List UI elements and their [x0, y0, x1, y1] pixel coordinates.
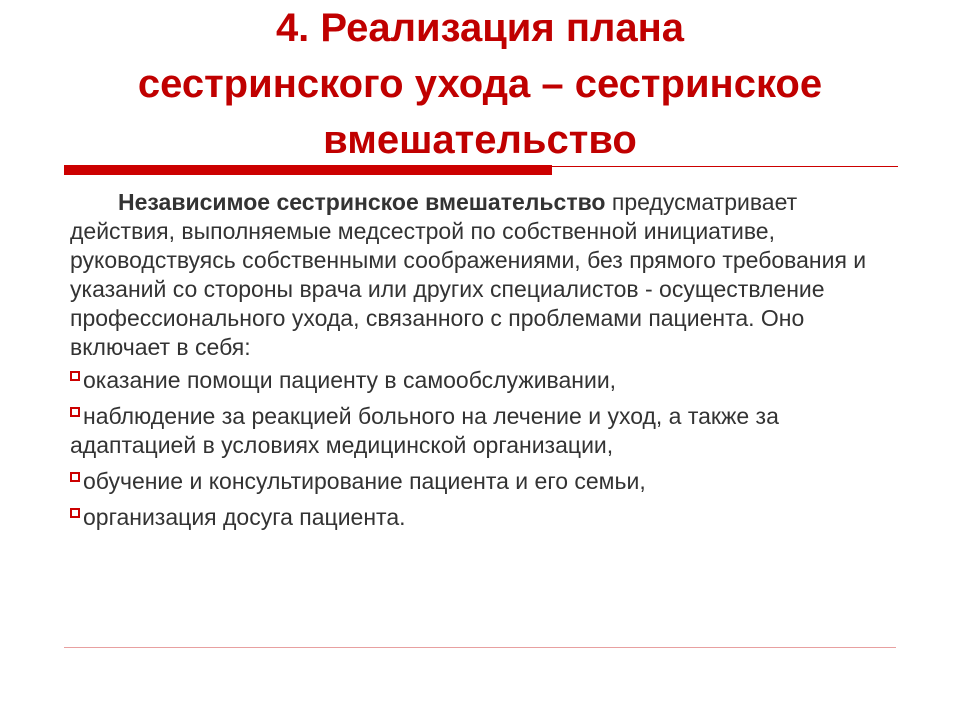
slide-title [0, 0, 960, 168]
list-item-text: обучение и консультирование пациента и его семьи, [83, 468, 646, 494]
list-item [70, 366, 900, 395]
lead-paragraph [70, 188, 900, 362]
bullet-list [70, 366, 900, 532]
slide-title-line: 4. Реализация плана [275, 6, 685, 50]
footer-divider [64, 647, 896, 648]
list-item-text: организация досуга пациента. [83, 504, 406, 530]
slide-title-line: сестринского ухода – сестринское [137, 62, 823, 106]
list-item [70, 402, 900, 460]
slide-title-line: вмешательство [323, 118, 637, 162]
square-bullet-icon [70, 371, 80, 381]
lead-description: предусматривает действия, выполняемые медсестрой по собственной инициативе, руководствуясь собственными соображениями, без прямого требования и указаний со стороны врача или других специалистов - осуществление профессионального ухода, связанного с проблемами пациента. Оно включает в себя: [70, 189, 867, 360]
square-bullet-icon [70, 407, 80, 417]
lead-bold-term: Независимое сестринское вмешательство [118, 189, 606, 215]
list-item-text: оказание помощи пациенту в самообслуживании, [83, 367, 617, 393]
title-underline-thin [552, 166, 898, 167]
list-item [70, 467, 900, 496]
square-bullet-icon [70, 508, 80, 518]
title-underline-thick [64, 165, 552, 175]
square-bullet-icon [70, 472, 80, 482]
list-item-text: наблюдение за реакцией больного на лечение и уход, а также за адаптацией в условиях медицинской организации, [70, 403, 779, 458]
list-item [70, 503, 900, 532]
slide-body [70, 188, 900, 539]
